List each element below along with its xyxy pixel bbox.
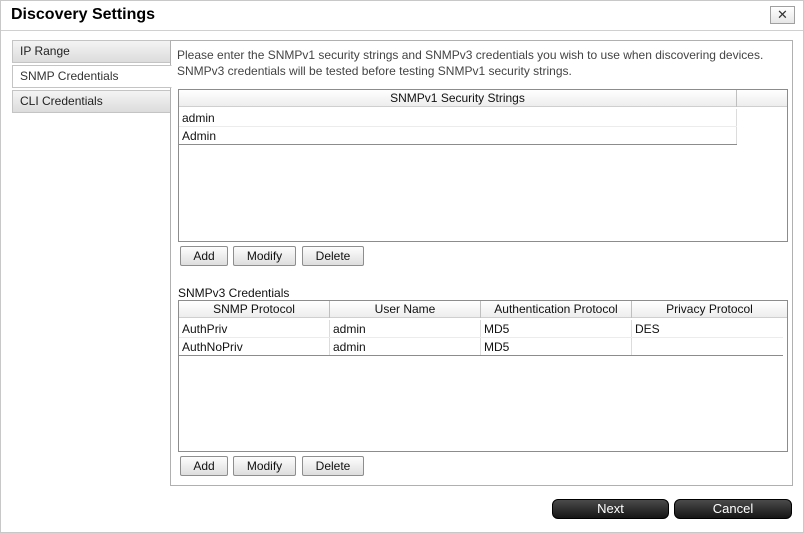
table-row[interactable]: [179, 338, 783, 356]
authentication-protocol-cell: MD5: [481, 338, 632, 355]
header-filler: [737, 90, 787, 107]
tab-label: CLI Credentials: [20, 94, 103, 108]
tab-label: IP Range: [20, 44, 70, 58]
sidebar: [12, 40, 171, 115]
snmpv3-delete-button[interactable]: Delete: [302, 456, 364, 476]
tab-cli-credentials[interactable]: [12, 90, 171, 113]
table-row[interactable]: [179, 320, 783, 338]
snmpv3-modify-button[interactable]: Modify: [233, 456, 296, 476]
column-header-user-name[interactable]: User Name: [330, 301, 481, 318]
user-name-cell: admin: [330, 320, 481, 337]
snmpv1-list[interactable]: [178, 89, 788, 242]
snmp-protocol-cell: AuthNoPriv: [179, 338, 330, 355]
close-icon: ✕: [777, 7, 788, 22]
close-button[interactable]: [770, 6, 795, 24]
tab-label: SNMP Credentials: [20, 69, 119, 83]
tab-snmp-credentials[interactable]: [12, 65, 172, 88]
cancel-button[interactable]: Cancel: [674, 499, 792, 519]
column-header-privacy-protocol[interactable]: Privacy Protocol: [666, 302, 753, 316]
column-header-snmp-protocol[interactable]: SNMP Protocol: [179, 301, 330, 318]
snmpv1-string-cell: Admin: [179, 127, 737, 144]
tab-ip-range[interactable]: [12, 40, 171, 63]
content-panel: [170, 40, 793, 486]
next-button[interactable]: Next: [552, 499, 669, 519]
snmpv1-string-cell: admin: [179, 109, 737, 126]
intro-text: Please enter the SNMPv1 security strings and SNMPv3 credentials you wish to use when discovering devices. SNMPv3 credentials will be tested before testing SNMPv1 security strings.: [177, 48, 764, 78]
snmpv1-header-row: [179, 90, 787, 107]
dialog-title: Discovery Settings: [11, 6, 156, 23]
snmpv3-header-row: [179, 301, 787, 318]
title-bar: [1, 1, 803, 31]
snmpv3-section-label: SNMPv3 Credentials: [178, 286, 290, 300]
snmpv1-modify-button[interactable]: Modify: [233, 246, 296, 266]
list-item[interactable]: [179, 109, 737, 127]
user-name-cell: admin: [330, 338, 481, 355]
privacy-protocol-cell: DES: [635, 322, 660, 336]
list-item[interactable]: [179, 127, 737, 145]
snmpv3-table[interactable]: [178, 300, 788, 452]
snmpv1-delete-button[interactable]: Delete: [302, 246, 364, 266]
privacy-protocol-cell: [632, 338, 783, 355]
column-header-authentication-protocol[interactable]: Authentication Protocol: [481, 301, 632, 318]
snmp-protocol-cell: AuthPriv: [179, 320, 330, 337]
snmpv1-add-button[interactable]: Add: [180, 246, 228, 266]
snmpv3-add-button[interactable]: Add: [180, 456, 228, 476]
authentication-protocol-cell: MD5: [481, 320, 632, 337]
snmpv1-column-header[interactable]: SNMPv1 Security Strings: [179, 90, 737, 107]
